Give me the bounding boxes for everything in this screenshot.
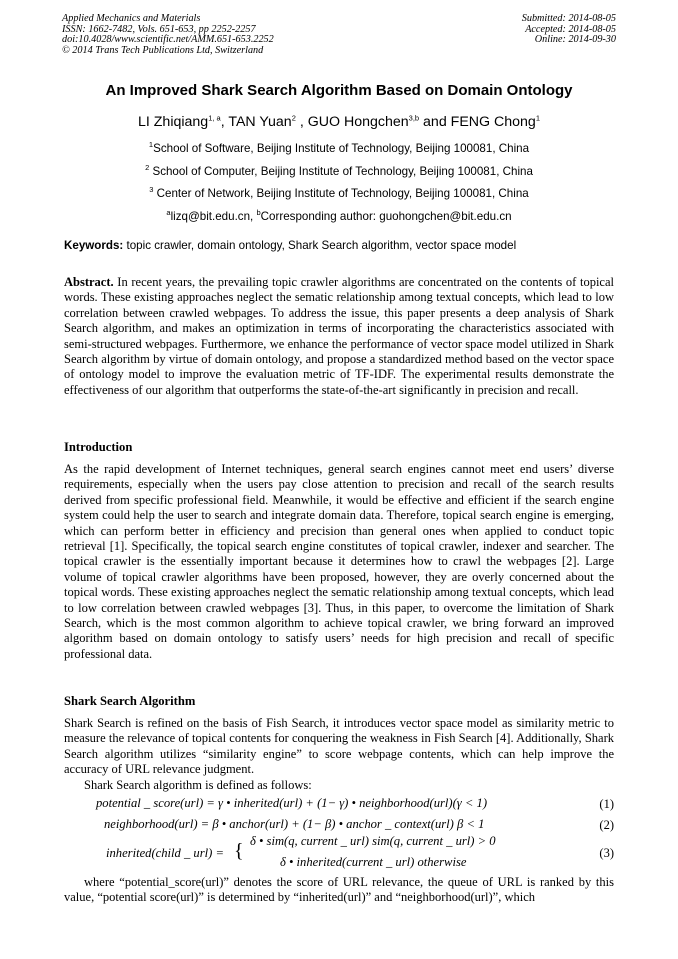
affiliation-list xyxy=(0,138,678,228)
affiliation-text: School of Software, Beijing Institute of Technology, Beijing 100081, China xyxy=(153,142,530,155)
online-date: Online: 2014-09-30 xyxy=(534,34,616,46)
keywords-text: topic crawler, domain ontology, Shark Search algorithm, vector space model xyxy=(123,239,517,252)
author-sup: 1 xyxy=(535,113,540,123)
affiliation-text: School of Computer, Beijing Institute of Technology, Beijing 100081, China xyxy=(149,164,533,178)
equation-3-case-2: δ • inherited(current _ url) otherwise xyxy=(280,855,467,869)
journal-issn: ISSN: 1662-7482, Vols. 651-653, pp 2252-2257 xyxy=(62,23,256,35)
author-sup: 3,b xyxy=(408,113,420,123)
abstract-label: Abstract. xyxy=(64,275,114,289)
email-sup-b: b xyxy=(256,207,261,217)
affiliation-line xyxy=(0,138,678,161)
author-name: GUO Hongchen xyxy=(307,114,409,130)
shark-search-paragraph-3: where “potential_score(url)” denotes the score of URL relevance, the queue of URL is ranked by this value, “potential score(url)” is determined by “inherited(url)” and “neighborhood(url)”, which xyxy=(64,875,614,905)
shark-search-paragraph-1: Shark Search is refined on the basis of Fish Search, it introduces vector space model as similarity metric to measure the relevance of topical contents for conquering the weakness in Fish Search [4]. Additionally, Shark Search algorithm utilizes “similarity engine” to score webpage contents, which can help improve the accuracy of URL relevance judgment. xyxy=(64,716,614,777)
author-sep: , xyxy=(220,114,229,130)
author-sep: and xyxy=(419,114,451,130)
dates-header xyxy=(522,14,616,46)
author-sup: 1, a xyxy=(208,113,221,123)
author-name: TAN Yuan xyxy=(228,114,292,130)
journal-header xyxy=(62,14,274,56)
paper-title: An Improved Shark Search Algorithm Based on Domain Ontology xyxy=(105,82,573,99)
equation-3-lhs: inherited(child _ url) = xyxy=(106,846,224,860)
section-heading-shark-search: Shark Search Algorithm xyxy=(64,694,196,708)
affiliation-sup: 2 xyxy=(145,162,150,172)
accepted-date: Accepted: 2014-08-05 xyxy=(525,23,616,35)
keywords-label: Keywords: xyxy=(64,239,124,252)
equation-2: neighborhood(url) = β • anchor(url) + (1− β) • anchor _ context(url) β < 1 xyxy=(104,817,485,831)
affiliation-sup: 3 xyxy=(149,185,154,195)
equation-1-number: (1) xyxy=(599,797,614,811)
abstract xyxy=(64,275,614,398)
introduction-paragraph: As the rapid development of Internet techniques, general search engines cannot meet end users’ diverse requirements, especially when the users pay close attention to precision and recall of the search results derived from specific professional field. Meanwhile, it would be effective and efficient if the search engine system could help the user to search and integrate domain data. Therefore, topical search engine is emerging, which can perform better in efficiency and precision than general ones when applied to conduct topic retrieval [1]. Specifically, the topical search engine constitutes of topical crawler, indexer and searcher. The topical crawler is the essentially important because it determines how to crawl the webpages [2]. Large volume of topical crawler algorithms have been proposed, however, they are overly concerned about the topical words. These existing approaches neglect the sematic relationship among textual concepts, which lead to low correlation between crawled webpages [3]. Thus, in this paper, to overcome the limitation of Shark Search, which is the most common algorithm to achieve topical crawler, we bring forward an improved algorithm based on domain ontology to satisfy users’ needs for high precision and recall of specific professional data. xyxy=(64,462,614,661)
affiliation-text: Center of Network, Beijing Institute of Technology, Beijing 100081, China xyxy=(153,187,529,200)
author-name: LI Zhiqiang xyxy=(137,114,209,130)
keywords xyxy=(64,239,614,252)
abstract-text: In recent years, the prevailing topic crawler algorithms are concentrated on the contents of topical words. These existing approaches neglect the sematic relationship among textual concepts, which lead to low correlation between crawled webpages. To address the issue, this paper presents a deep analysis of Shark Search algorithm, and makes an optimization in terms of incorporating the characteristics associated with semi-structured webpages. Furthermore, we enhance the performance of vector space model utilized in Shark Search algorithm by virtue of domain ontology, and propose a standardized method based on the vector space of ontology model to improve the evaluation metric of TF-IDF. The experimental results demonstrate the effectiveness of our algorithm that outperforms the state-of-the-art significantly in precision and recall. xyxy=(64,275,614,397)
equation-3-brace: { xyxy=(234,840,244,862)
section-heading-introduction: Introduction xyxy=(64,440,133,454)
email-b: Corresponding author: guohongchen@bit.edu.cn xyxy=(260,209,512,223)
shark-search-paragraph-2: Shark Search algorithm is defined as follows: xyxy=(84,778,312,792)
equation-3-number: (3) xyxy=(599,846,614,860)
equation-2-number: (2) xyxy=(599,818,614,832)
affiliation-line xyxy=(0,183,678,206)
equation-1: potential _ score(url) = γ • inherited(url) + (1− γ) • neighborhood(url)(γ < 1) xyxy=(96,796,488,810)
journal-copyright: © 2014 Trans Tech Publications Ltd, Switzerland xyxy=(62,44,264,56)
journal-doi: doi:10.4028/www.scientific.net/AMM.651-653.2252 xyxy=(62,34,274,46)
email-a: lizq@bit.edu.cn, xyxy=(170,209,257,223)
author-sup: 2 xyxy=(291,113,296,123)
equation-3-case-1: δ • sim(q, current _ url) sim(q, current _ url) > 0 xyxy=(250,834,496,848)
email-sup-a: a xyxy=(166,207,171,217)
author-list xyxy=(0,114,678,130)
email-line xyxy=(0,206,678,229)
submitted-date: Submitted: 2014-08-05 xyxy=(521,13,616,24)
author-sep: , xyxy=(295,114,308,130)
affiliation-line xyxy=(0,161,678,184)
affiliation-sup: 1 xyxy=(148,140,154,150)
journal-name: Applied Mechanics and Materials xyxy=(62,13,201,24)
author-name: FENG Chong xyxy=(450,114,536,130)
